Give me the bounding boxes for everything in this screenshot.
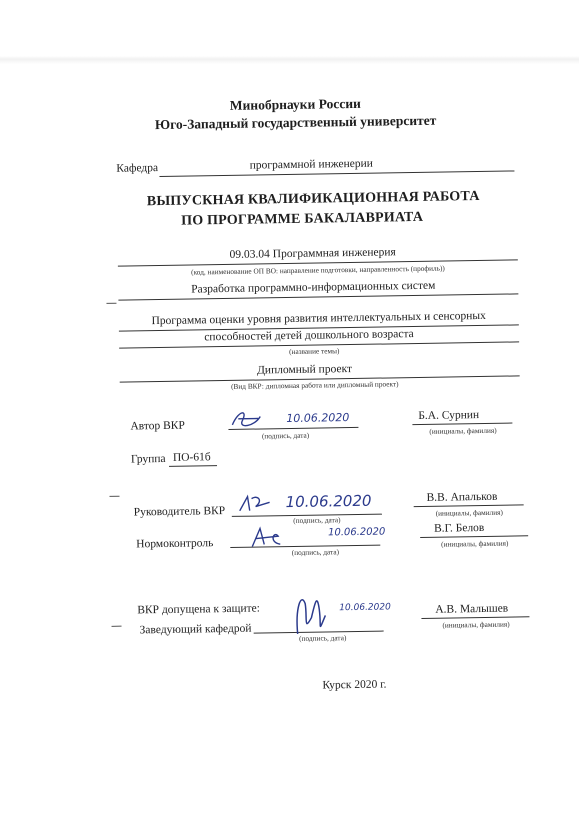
normcontrol-sign-caption: (подпись, дата) [291,547,340,557]
scan-mark [109,496,119,497]
head-sign-caption: (подпись, дата) [299,633,347,643]
group-label: Группа [130,452,166,466]
department-value: программной инженерии [249,157,374,172]
topic-caption: (название темы) [289,346,340,357]
direction-value: 09.03.04 Программная инженерия [229,246,396,261]
head-name-caption: (инициалы, фамилия) [442,619,510,630]
supervisor-name: В.В. Апальков [426,490,498,504]
supervisor-date: 10.06.2020 [285,491,372,512]
head-date: 10.06.2020 [339,602,391,614]
normcontrol-date: 10.06.2020 [328,526,386,539]
supervisor-name-caption: (инициалы, фамилия) [435,507,503,518]
group-value: ПО-61б [172,451,211,464]
author-date: 10.06.2020 [286,411,350,426]
normcontrol-label: Нормоконтроль [136,537,214,551]
normcontrol-name-caption: (инициалы, фамилия) [441,538,509,549]
normcontrol-name: В.Г. Белов [433,521,485,535]
head-name: А.В. Малышев [435,602,509,616]
scan-mark [112,626,122,627]
author-sign-caption: (подпись, дата) [261,430,310,441]
author-label: Автор ВКР [130,419,185,433]
normcontrol-signature [248,524,284,551]
work-title-line2: ПО ПРОГРАММЕ БАКАЛАВРИАТА [181,209,424,229]
work-title-line1: ВЫПУСКНАЯ КВАЛИФИКАЦИОННАЯ РАБОТА [146,188,480,210]
scan-mark [106,303,116,304]
university-heading: Юго-Западный государственный университет [154,112,437,133]
work-type-caption: (Вид ВКР: дипломная работа или дипломный проект) [230,379,399,391]
work-type-value: Дипломный проект [256,363,353,377]
profile-value: Разработка программно-информационных систем [191,279,436,296]
author-name: Б.А. Сурнин [418,409,480,422]
direction-caption: (код, наименование ОП ВО: направление подготовки, направленность (профиль)) [191,263,445,277]
department-label: Кафедра [116,162,159,175]
city-year: Курск 2020 г. [322,678,387,692]
admission-label: ВКР допущена к защите: [137,602,261,617]
supervisor-signature [235,490,275,517]
supervisor-sign-caption: (подпись, дата) [293,515,341,525]
author-signature [228,406,268,433]
author-name-line [412,423,512,426]
author-name-caption: (инициалы, фамилия) [429,425,497,436]
topic-line2: способностей детей дошкольного возраста [204,328,414,344]
head-label: Заведующий кафедрой [139,622,252,637]
supervisor-label: Руководитель ВКР [133,505,226,519]
topic-line1: Программа оценки уровня развития интеллектуальных и сенсорных [151,309,486,328]
head-signature [287,587,334,638]
group-line [169,465,217,467]
ministry-heading: Минобрнауки России [229,95,361,113]
